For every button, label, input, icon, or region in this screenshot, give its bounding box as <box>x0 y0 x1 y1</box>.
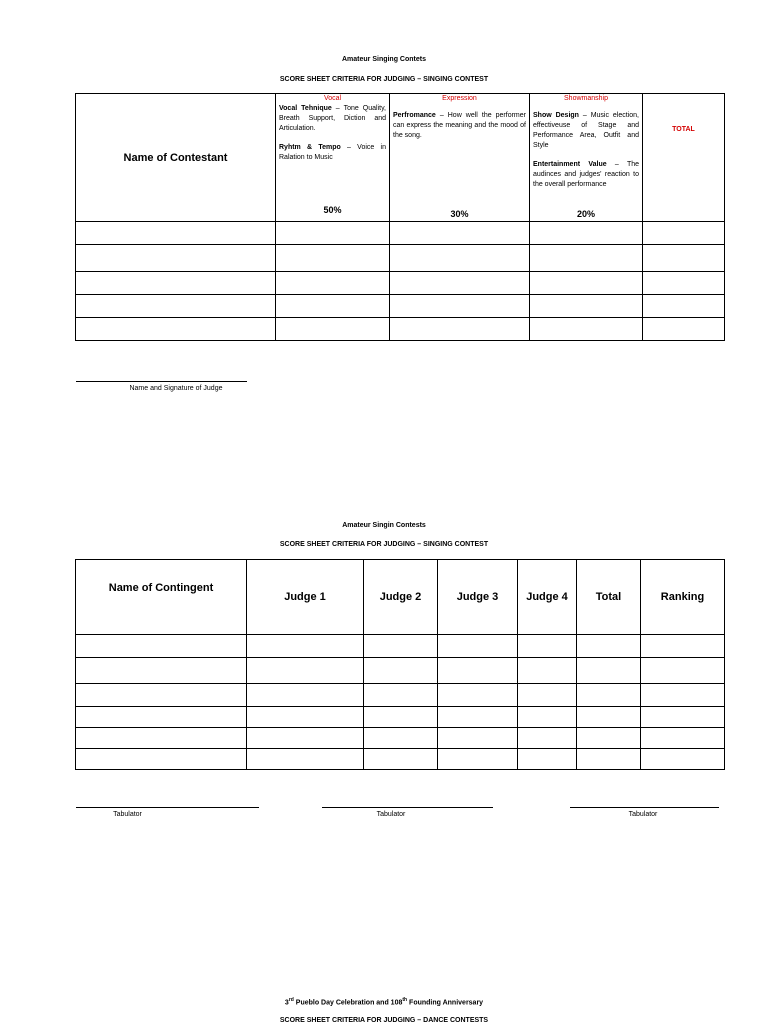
table-row <box>76 318 725 341</box>
vocal-criterion-rhythm <box>276 142 389 163</box>
section2-title: Amateur Singin Contests <box>342 522 426 529</box>
header-total <box>643 94 725 222</box>
vocal-technique-text: – Tone Quality, Breath Support, Diction and Articulation. <box>279 105 386 132</box>
header-showmanship <box>530 94 643 222</box>
section2-subtitle: SCORE SHEET CRITERIA FOR JUDGING – SINGING CONTEST <box>279 541 489 548</box>
header-ranking: Ranking <box>641 560 725 635</box>
tabulator-line-3 <box>570 807 719 808</box>
table-row <box>76 635 725 658</box>
show-design-criterion <box>530 110 642 151</box>
show-design-label: Show Design <box>533 112 579 119</box>
table-row <box>76 684 725 707</box>
header-total: Total <box>577 560 641 635</box>
title-superscript: th <box>402 997 408 1003</box>
entertainment-criterion <box>530 159 642 190</box>
tabulator-label-1: Tabulator <box>113 811 142 818</box>
section1-subtitle: SCORE SHEET CRITERIA FOR JUDGING – SINGING CONTEST <box>279 76 489 83</box>
title-part: Pueblo Day Celebration and 108 <box>293 999 403 1007</box>
header-judge-4: Judge 4 <box>518 560 577 635</box>
section3-subtitle: SCORE SHEET CRITERIA FOR JUDGING – DANCE CONTESTS <box>279 1017 489 1024</box>
section3-title <box>0 997 768 1006</box>
vocal-criterion-technique <box>276 103 389 134</box>
table-row <box>76 295 725 318</box>
header-vocal <box>276 94 390 222</box>
tabulator-label-3: Tabulator <box>628 811 658 818</box>
tabulator-line-1 <box>76 807 259 808</box>
vocal-percent: 50% <box>323 205 342 215</box>
expression-criterion <box>390 110 529 141</box>
table-row <box>76 222 725 245</box>
title-part: Founding Anniversary <box>407 999 484 1007</box>
header-name-of-contingent: Name of Contingent <box>76 560 247 635</box>
rhythm-tempo-label: Ryhtm & Tempo <box>279 144 341 151</box>
table-row <box>76 245 725 272</box>
header-judge-1: Judge 1 <box>247 560 364 635</box>
title-part: 3 <box>284 999 289 1007</box>
table-row <box>76 658 725 684</box>
entertainment-label: Entertainment Value <box>533 161 607 168</box>
total-title: TOTAL <box>672 126 695 133</box>
rhythm-tempo-text: – Voice in Ralation to Music <box>279 144 386 161</box>
judge-signature-label: Name and Signature of Judge <box>129 385 223 392</box>
table-row <box>76 728 725 749</box>
table-row <box>76 707 725 728</box>
vocal-technique-label: Vocal Tehnique <box>279 105 332 112</box>
header-name-of-contestant: Name of Contestant <box>76 94 276 222</box>
entertainment-text: – The audinces and judges' reaction to the overall performance <box>533 161 639 188</box>
vocal-title: Vocal <box>323 95 342 102</box>
tabulator-line-2 <box>322 807 493 808</box>
expression-percent: 30% <box>450 209 469 219</box>
performance-text: – How well the performer can express the meaning and the mood of the song. <box>393 112 526 139</box>
ranking-header-row <box>76 560 725 635</box>
header-judge-2: Judge 2 <box>364 560 438 635</box>
expression-title: Expression <box>442 95 477 102</box>
header-judge-3: Judge 3 <box>438 560 518 635</box>
tabulator-label-2: Tabulator <box>376 811 406 818</box>
show-design-text: – Music election, effectiveuse of Stage and Performance Area, Outfit and Style <box>533 112 639 149</box>
contingent-ranking-table <box>75 559 725 770</box>
showmanship-title: Showmanship <box>564 95 608 102</box>
table-row <box>76 749 725 770</box>
header-expression <box>390 94 530 222</box>
judge-signature-line <box>76 381 247 382</box>
contestant-score-table <box>75 93 725 341</box>
criteria-header-row <box>76 94 725 222</box>
performance-label: Perfromance <box>393 112 436 119</box>
section1-title: Amateur Singing Contets <box>341 56 426 63</box>
title-superscript: rd <box>288 997 294 1003</box>
table-row <box>76 272 725 295</box>
showmanship-percent: 20% <box>576 209 595 219</box>
